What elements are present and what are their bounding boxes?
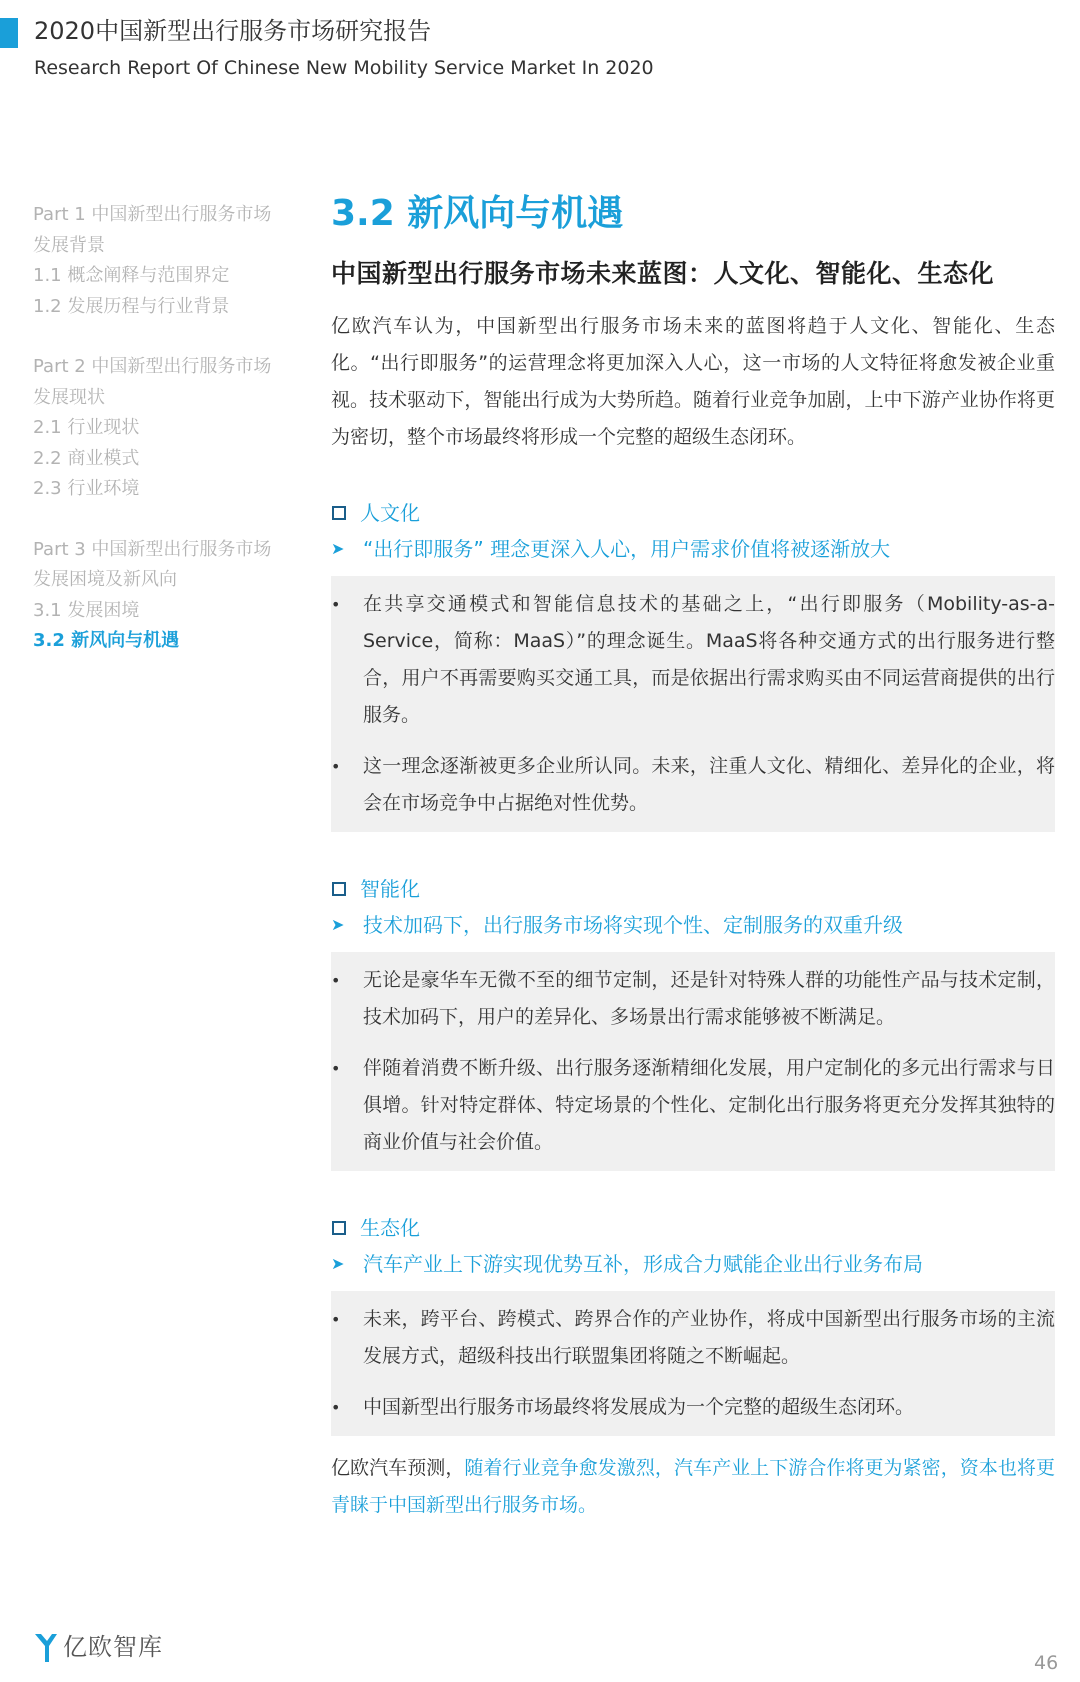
bullet-item <box>331 1389 1055 1426</box>
topic-ecosystem <box>331 1211 1055 1436</box>
topic-subheading: 汽车产业上下游实现优势互补，形成合力赋能企业出行业务布局 <box>363 1252 923 1276</box>
bullet-item <box>331 1301 1055 1375</box>
bullet-text: 无论是豪华车无微不至的细节定制，还是针对特殊人群的功能性产品与技术定制，技术加码下，用户的差异化、多场景出行需求能够被不断满足。 <box>363 969 1055 1028</box>
bullet-dot-icon: • <box>331 971 341 990</box>
yiou-logo-icon <box>33 1630 59 1664</box>
toc-part-2-title[interactable]: Part 2 中国新型出行服务市场 <box>33 356 272 377</box>
topic-label: 智能化 <box>360 877 420 901</box>
conclusion-prefix: 亿欧汽车预测， <box>331 1457 465 1479</box>
bullet-box <box>331 1291 1055 1436</box>
bullet-box <box>331 952 1055 1171</box>
toc-item-2-2[interactable]: 2.2 商业模式 <box>33 447 140 469</box>
topic-subheading: “出行即服务” 理念更深入人心，用户需求价值将被逐渐放大 <box>363 537 891 561</box>
toc-part-3-title-cont[interactable]: 发展困境及新风向 <box>33 569 177 590</box>
table-of-contents <box>33 200 303 687</box>
topic-label: 生态化 <box>360 1216 420 1240</box>
toc-part-3 <box>33 535 303 657</box>
topic-label: 人文化 <box>360 501 420 525</box>
toc-item-1-2[interactable]: 1.2 发展历程与行业背景 <box>33 295 230 317</box>
bullet-dot-icon: • <box>331 1398 341 1417</box>
toc-part-3-title[interactable]: Part 3 中国新型出行服务市场 <box>33 538 272 560</box>
toc-part-1-title-cont[interactable]: 发展背景 <box>33 234 105 256</box>
bullet-text: 未来，跨平台、跨模式、跨界合作的产业协作，将成中国新型出行服务市场的主流发展方式，超级科技出行联盟集团将随之不断崛起。 <box>363 1308 1055 1367</box>
toc-part-2-title-cont[interactable]: 发展现状 <box>33 386 105 408</box>
square-outline-icon <box>332 882 346 896</box>
bullet-text: 伴随着消费不断升级、出行服务逐渐精细化发展，用户定制化的多元出行需求与日俱增。针对特定群体、特定场景的个性化、定制化出行服务将更充分发挥其独特的商业价值与社会价值。 <box>363 1057 1055 1153</box>
bullet-item <box>331 962 1055 1036</box>
conclusion-highlight: 随着行业竞争愈发激烈，汽车产业上下游合作将更为紧密，资本也将更青睐于中国新型出行服务市场。 <box>331 1457 1055 1516</box>
intro-paragraph: 亿欧汽车认为，中国新型出行服务市场未来的蓝图将趋于人文化、智能化、生态化。“出行即服务”的运营理念将更加深入人心，这一市场的人文特征将愈发被企业重视。技术驱动下，智能出行成为大势所趋。随着行业竞争加剧，上中下游产业协作将更为密切，整个市场最终将形成一个完整的超级生态闭环。 <box>331 315 1055 448</box>
bullet-dot-icon: • <box>331 595 341 614</box>
topic-humanization <box>331 496 1055 832</box>
bullet-dot-icon: • <box>331 1059 341 1078</box>
bullet-item <box>331 1050 1055 1161</box>
arrowhead-right-icon: ➤ <box>331 1254 345 1273</box>
arrowhead-right-icon: ➤ <box>331 539 345 558</box>
bullet-dot-icon: • <box>331 1310 341 1329</box>
square-outline-icon <box>332 1221 346 1235</box>
topic-intelligence <box>331 872 1055 1171</box>
bullet-text: 在共享交通模式和智能信息技术的基础之上，“出行即服务（Mobility-as-a-Service，简称：MaaS）”的理念诞生。MaaS将各种交通方式的出行服务进行整合，用户不再需要购买交通工具，而是依据出行需求购买由不同运营商提供的出行服务。 <box>363 593 1055 726</box>
main-content <box>331 190 1055 1524</box>
bullet-dot-icon: • <box>331 757 341 776</box>
header-accent-bar <box>0 18 18 48</box>
toc-item-1-1[interactable]: 1.1 概念阐释与范围界定 <box>33 265 230 286</box>
toc-item-3-2-active[interactable]: 3.2 新风向与机遇 <box>33 630 180 651</box>
toc-item-2-1[interactable]: 2.1 行业现状 <box>33 417 140 438</box>
square-outline-icon <box>332 506 346 520</box>
toc-part-1 <box>33 200 303 322</box>
page-number: 46 <box>1034 1652 1059 1674</box>
page-heading: 中国新型出行服务市场未来蓝图：人文化、智能化、生态化 <box>331 259 995 288</box>
bullet-text: 中国新型出行服务市场最终将发展成为一个完整的超级生态闭环。 <box>363 1396 915 1418</box>
toc-item-2-3[interactable]: 2.3 行业环境 <box>33 478 140 499</box>
toc-part-2 <box>33 352 303 505</box>
toc-item-3-1[interactable]: 3.1 发展困境 <box>33 599 140 621</box>
logo-text: 亿欧智库 <box>63 1633 163 1661</box>
report-title: 2020中国新型出行服务市场研究报告 <box>34 17 432 45</box>
bullet-box <box>331 576 1055 832</box>
topic-subheading: 技术加码下，出行服务市场将实现个性、定制服务的双重升级 <box>363 913 903 937</box>
report-subtitle: Research Report Of Chinese New Mobility Service Market In 2020 <box>34 57 654 79</box>
arrowhead-right-icon: ➤ <box>331 915 345 934</box>
bullet-item <box>331 586 1055 734</box>
conclusion-paragraph <box>331 1450 1055 1524</box>
section-title: 3.2 新风向与机遇 <box>331 193 624 234</box>
bullet-text: 这一理念逐渐被更多企业所认同。未来，注重人文化、精细化、差异化的企业，将会在市场竞争中占据绝对性优势。 <box>363 755 1055 814</box>
bullet-item <box>331 748 1055 822</box>
toc-part-1-title[interactable]: Part 1 中国新型出行服务市场 <box>33 204 272 225</box>
brand-logo <box>33 1630 163 1664</box>
